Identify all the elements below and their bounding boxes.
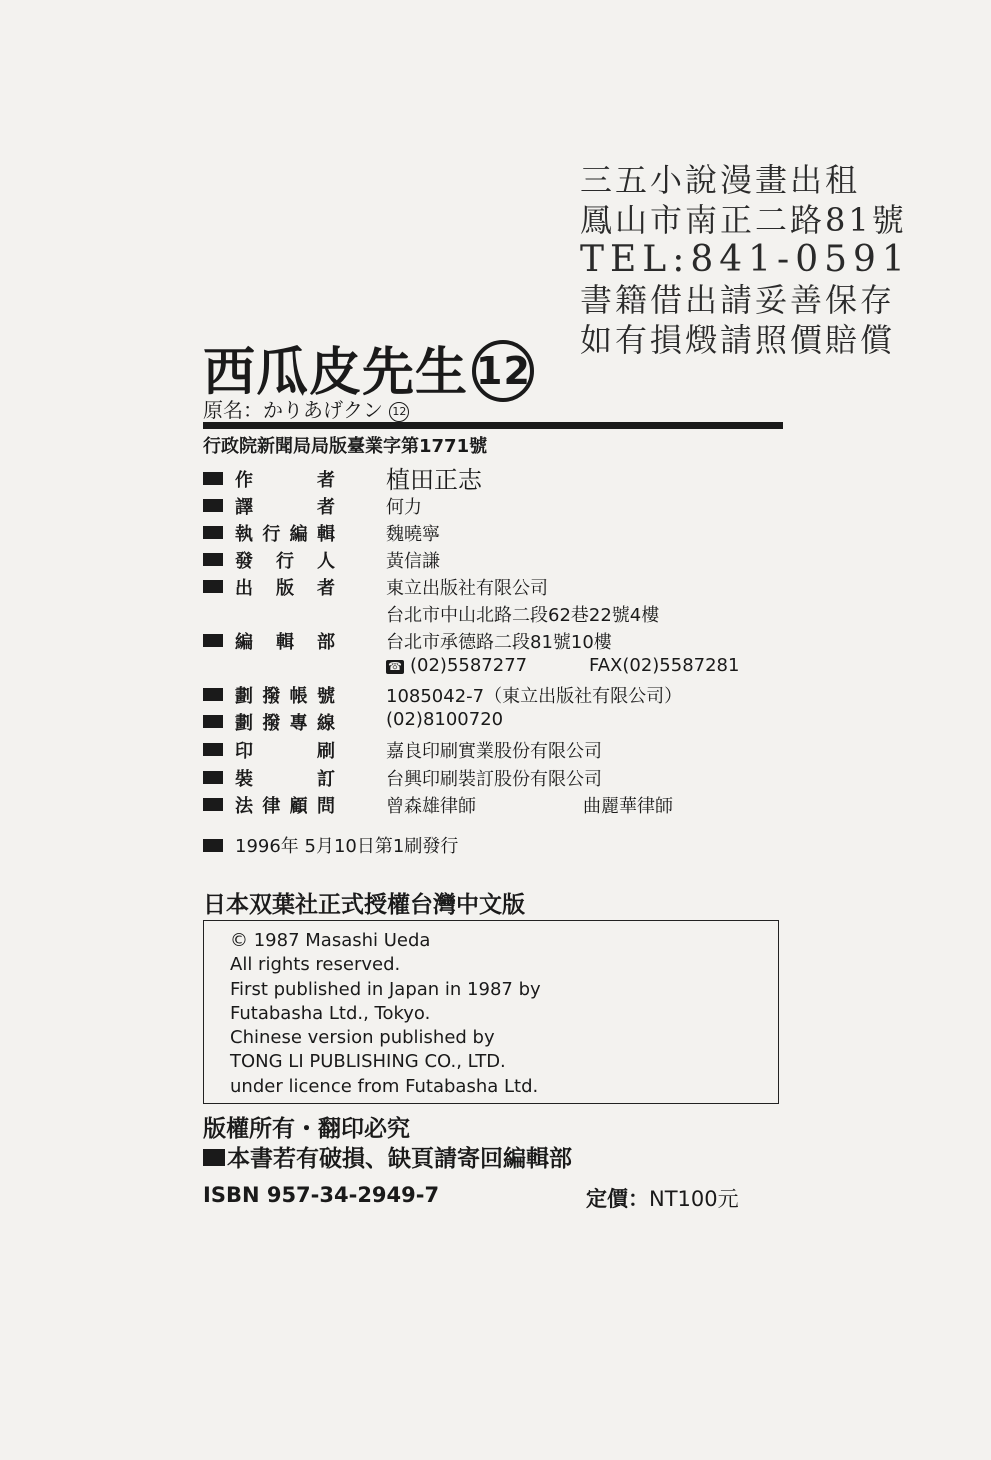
stamp-shop-name: 三五小說漫畫出租 (580, 161, 861, 199)
credit-label: 譯 者 (235, 497, 335, 518)
bullet-square (203, 743, 223, 756)
credit-label: 執 行 編 輯 (235, 524, 335, 545)
original-volume-badge: 12 (389, 402, 409, 422)
credit-value: 植田正志 (386, 466, 482, 494)
stamp-care-notice: 書籍借出請妥善保存 (580, 281, 896, 319)
copyright-line: First published in Japan in 1987 by (230, 978, 541, 1000)
credit-label: 劃 撥 專 線 (235, 713, 335, 734)
credit-label: 裝 訂 (235, 769, 335, 790)
damage-return-text: 本書若有破損、缺頁請寄回編輯部 (227, 1146, 572, 1172)
stamp-damage-notice: 如有損燬請照價賠償 (580, 321, 896, 359)
rights-reserved: 版權所有・翻印必究 (203, 1116, 410, 1142)
credit-value: 1085042-7（東立出版社有限公司） (386, 686, 683, 707)
copyright-box (203, 920, 779, 1104)
credit-value: (02)8100720 (386, 709, 504, 730)
copyright-line: Futabasha Ltd., Tokyo. (230, 1002, 431, 1024)
credit-label: 劃 撥 帳 號 (235, 686, 335, 707)
authorized-edition: 日本双葉社正式授權台灣中文版 (203, 892, 525, 918)
credit-label: 印 刷 (235, 741, 335, 762)
price-value: NT100元 (649, 1187, 739, 1211)
fax-number: FAX(02)5587281 (589, 655, 740, 676)
credit-value: 東立出版社有限公司 (386, 578, 548, 599)
book-title-text: 西瓜皮先生 (203, 343, 469, 403)
bullet-square (203, 526, 223, 539)
bullet-square (203, 580, 223, 593)
credit-label: 發 行 人 (235, 551, 335, 572)
original-title (203, 394, 409, 423)
credit-label: 法 律 顧 問 (235, 796, 335, 817)
bullet-square (203, 634, 223, 647)
rental-shop-stamp (580, 160, 910, 360)
price (586, 1183, 739, 1213)
volume-number-badge: 12 (472, 340, 534, 402)
copyright-line: Chinese version published by (230, 1027, 495, 1049)
isbn: ISBN 957-34-2949-7 (203, 1183, 440, 1207)
bullet-square (203, 1149, 225, 1166)
credit-label: 出 版 者 (235, 578, 335, 599)
publisher-address: 台北市中山北路二段62巷22號4樓 (386, 605, 660, 626)
bullet-square (203, 839, 223, 852)
original-title-text: 原名：かりあげクン (203, 398, 383, 422)
copyright-line: All rights reserved. (230, 954, 401, 976)
phone-icon: ☎ (386, 660, 404, 674)
credit-value: 台北市承德路二段81號10樓 (386, 632, 612, 653)
bullet-square (203, 771, 223, 784)
stamp-address: 鳳山市南正二路81號 (580, 201, 907, 239)
heavy-divider (203, 422, 783, 429)
bullet-square (203, 553, 223, 566)
credit-value: 嘉良印刷實業股份有限公司 (386, 741, 602, 762)
editorial-phone (386, 655, 527, 676)
damage-return-notice (203, 1140, 572, 1173)
phone-number: (02)5587277 (410, 655, 528, 676)
credit-value-second: 曲麗華律師 (583, 796, 673, 817)
publication-date-text: 1996年 5月10日第1刷發行 (235, 836, 459, 857)
credit-label: 作 者 (235, 470, 335, 491)
credit-label: 編 輯 部 (235, 632, 335, 653)
bullet-square (203, 472, 223, 485)
price-label: 定價： (586, 1187, 649, 1211)
stamp-telephone: TEL:841-0591 (580, 239, 911, 280)
bullet-square (203, 688, 223, 701)
copyright-line: © 1987 Masashi Ueda (230, 930, 431, 951)
bullet-square (203, 798, 223, 811)
publication-date (203, 832, 458, 858)
copyright-line: TONG LI PUBLISHING CO., LTD. (230, 1051, 506, 1073)
credit-value: 黃信謙 (386, 551, 440, 572)
credit-value: 台興印刷裝訂股份有限公司 (386, 769, 602, 790)
copyright-line: under licence from Futabasha Ltd. (230, 1075, 539, 1097)
credit-value: 曾森雄律師 (386, 796, 476, 817)
bullet-square (203, 715, 223, 728)
credit-value: 魏曉寧 (386, 524, 440, 545)
credit-value: 何力 (386, 497, 422, 518)
license-number: 行政院新聞局局版臺業字第1771號 (203, 436, 488, 457)
bullet-square (203, 499, 223, 512)
